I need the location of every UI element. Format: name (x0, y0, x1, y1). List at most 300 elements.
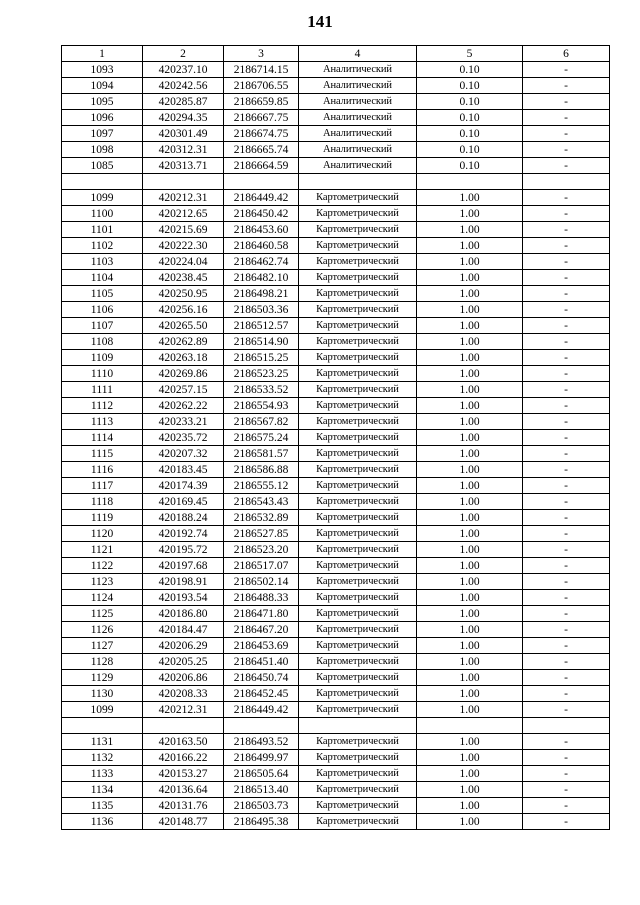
x-coordinate-cell: 420212.31 (143, 190, 224, 206)
y-coordinate-cell: 2186515.25 (224, 350, 299, 366)
x-coordinate-cell: 420212.31 (143, 702, 224, 718)
method-cell: Картометрический (299, 398, 417, 414)
y-coordinate-cell: 2186498.21 (224, 286, 299, 302)
note-cell: - (523, 318, 610, 334)
method-cell: Картометрический (299, 270, 417, 286)
point-number-cell: 1103 (62, 254, 143, 270)
x-coordinate-cell: 420257.15 (143, 382, 224, 398)
table-row (62, 366, 610, 382)
table-row (62, 462, 610, 478)
method-cell: Картометрический (299, 302, 417, 318)
method-cell: Картометрический (299, 750, 417, 766)
method-cell: Картометрический (299, 382, 417, 398)
x-coordinate-cell: 420174.39 (143, 478, 224, 494)
x-coordinate-cell: 420186.80 (143, 606, 224, 622)
method-cell: Картометрический (299, 798, 417, 814)
point-number-cell: 1104 (62, 270, 143, 286)
x-coordinate-cell: 420136.64 (143, 782, 224, 798)
method-cell: Аналитический (299, 158, 417, 174)
table-row (62, 590, 610, 606)
accuracy-cell: 0.10 (417, 78, 523, 94)
y-coordinate-cell: 2186514.90 (224, 334, 299, 350)
accuracy-cell: 1.00 (417, 638, 523, 654)
note-cell: - (523, 78, 610, 94)
method-cell: Картометрический (299, 254, 417, 270)
x-coordinate-cell: 420285.87 (143, 94, 224, 110)
y-coordinate-cell: 2186567.82 (224, 414, 299, 430)
accuracy-cell: 1.00 (417, 622, 523, 638)
point-number-cell: 1100 (62, 206, 143, 222)
accuracy-cell: 0.10 (417, 126, 523, 142)
table-row (62, 126, 610, 142)
table-row (62, 814, 610, 830)
accuracy-cell: 1.00 (417, 734, 523, 750)
table-row (62, 734, 610, 750)
table-row (62, 558, 610, 574)
x-coordinate-cell: 420188.24 (143, 510, 224, 526)
method-cell: Аналитический (299, 126, 417, 142)
point-number-cell: 1101 (62, 222, 143, 238)
note-cell: - (523, 606, 610, 622)
accuracy-cell: 1.00 (417, 750, 523, 766)
accuracy-cell: 1.00 (417, 286, 523, 302)
note-cell: - (523, 686, 610, 702)
y-coordinate-cell: 2186706.55 (224, 78, 299, 94)
method-cell: Картометрический (299, 814, 417, 830)
y-coordinate-cell: 2186505.64 (224, 766, 299, 782)
method-cell: Картометрический (299, 574, 417, 590)
note-cell: - (523, 734, 610, 750)
y-coordinate-cell: 2186495.38 (224, 814, 299, 830)
point-number-cell: 1096 (62, 110, 143, 126)
method-cell: Картометрический (299, 238, 417, 254)
note-cell: - (523, 398, 610, 414)
point-number-cell: 1131 (62, 734, 143, 750)
point-number-cell: 1115 (62, 446, 143, 462)
accuracy-cell: 1.00 (417, 494, 523, 510)
point-number-cell: 1109 (62, 350, 143, 366)
note-cell: - (523, 766, 610, 782)
method-cell: Картометрический (299, 222, 417, 238)
note-cell: - (523, 558, 610, 574)
table-row (62, 766, 610, 782)
header-row (62, 46, 610, 62)
point-number-cell: 1127 (62, 638, 143, 654)
y-coordinate-cell: 2186453.60 (224, 222, 299, 238)
y-coordinate-cell: 2186449.42 (224, 702, 299, 718)
table-header (62, 46, 610, 62)
point-number-cell: 1097 (62, 126, 143, 142)
method-cell: Картометрический (299, 686, 417, 702)
method-cell: Картометрический (299, 558, 417, 574)
x-coordinate-cell: 420207.32 (143, 446, 224, 462)
table-row (62, 494, 610, 510)
point-number-cell: 1124 (62, 590, 143, 606)
x-coordinate-cell: 420183.45 (143, 462, 224, 478)
accuracy-cell: 1.00 (417, 558, 523, 574)
accuracy-cell: 1.00 (417, 462, 523, 478)
point-number-cell: 1130 (62, 686, 143, 702)
table-row (62, 286, 610, 302)
table-row (62, 206, 610, 222)
table-row (62, 670, 610, 686)
x-coordinate-cell: 420250.95 (143, 286, 224, 302)
coordinates-table (61, 45, 610, 830)
x-coordinate-cell: 420206.86 (143, 670, 224, 686)
y-coordinate-cell: 2186451.40 (224, 654, 299, 670)
y-coordinate-cell: 2186674.75 (224, 126, 299, 142)
method-cell: Картометрический (299, 606, 417, 622)
accuracy-cell: 1.00 (417, 238, 523, 254)
point-number-cell: 1135 (62, 798, 143, 814)
table-row (62, 78, 610, 94)
note-cell: - (523, 286, 610, 302)
note-cell: - (523, 334, 610, 350)
x-coordinate-cell: 420313.71 (143, 158, 224, 174)
accuracy-cell: 1.00 (417, 334, 523, 350)
x-coordinate-cell: 420312.31 (143, 142, 224, 158)
column-header: 5 (417, 46, 523, 62)
y-coordinate-cell: 2186449.42 (224, 190, 299, 206)
table-row (62, 302, 610, 318)
accuracy-cell: 1.00 (417, 190, 523, 206)
x-coordinate-cell: 420233.21 (143, 414, 224, 430)
accuracy-cell: 1.00 (417, 798, 523, 814)
x-coordinate-cell: 420262.22 (143, 398, 224, 414)
note-cell: - (523, 366, 610, 382)
method-cell: Картометрический (299, 206, 417, 222)
x-coordinate-cell: 420269.86 (143, 366, 224, 382)
point-number-cell: 1118 (62, 494, 143, 510)
note-cell: - (523, 462, 610, 478)
y-coordinate-cell: 2186581.57 (224, 446, 299, 462)
accuracy-cell: 1.00 (417, 574, 523, 590)
table-row (62, 222, 610, 238)
method-cell: Аналитический (299, 142, 417, 158)
method-cell: Картометрический (299, 462, 417, 478)
accuracy-cell: 1.00 (417, 446, 523, 462)
x-coordinate-cell: 420301.49 (143, 126, 224, 142)
point-number-cell: 1105 (62, 286, 143, 302)
table-row (62, 798, 610, 814)
y-coordinate-cell: 2186499.97 (224, 750, 299, 766)
method-cell: Картометрический (299, 190, 417, 206)
point-number-cell: 1132 (62, 750, 143, 766)
point-number-cell: 1126 (62, 622, 143, 638)
note-cell: - (523, 414, 610, 430)
column-header: 4 (299, 46, 417, 62)
point-number-cell: 1098 (62, 142, 143, 158)
note-cell: - (523, 190, 610, 206)
method-cell: Картометрический (299, 478, 417, 494)
y-coordinate-cell: 2186512.57 (224, 318, 299, 334)
accuracy-cell: 1.00 (417, 686, 523, 702)
method-cell: Картометрический (299, 318, 417, 334)
method-cell: Картометрический (299, 766, 417, 782)
table-row (62, 398, 610, 414)
note-cell: - (523, 110, 610, 126)
point-number-cell (62, 718, 143, 734)
accuracy-cell: 1.00 (417, 350, 523, 366)
note-cell (523, 174, 610, 190)
note-cell: - (523, 206, 610, 222)
y-coordinate-cell: 2186462.74 (224, 254, 299, 270)
table-row (62, 478, 610, 494)
y-coordinate-cell: 2186714.15 (224, 62, 299, 78)
x-coordinate-cell: 420131.76 (143, 798, 224, 814)
point-number-cell: 1122 (62, 558, 143, 574)
y-coordinate-cell: 2186482.10 (224, 270, 299, 286)
accuracy-cell (417, 718, 523, 734)
note-cell: - (523, 798, 610, 814)
y-coordinate-cell: 2186533.52 (224, 382, 299, 398)
y-coordinate-cell: 2186659.85 (224, 94, 299, 110)
page-number: 141 (307, 12, 333, 31)
note-cell: - (523, 526, 610, 542)
accuracy-cell: 1.00 (417, 382, 523, 398)
method-cell: Картометрический (299, 366, 417, 382)
y-coordinate-cell: 2186452.45 (224, 686, 299, 702)
point-number-cell: 1128 (62, 654, 143, 670)
table-row (62, 718, 610, 734)
y-coordinate-cell: 2186523.25 (224, 366, 299, 382)
accuracy-cell: 1.00 (417, 254, 523, 270)
table-row (62, 62, 610, 78)
accuracy-cell: 1.00 (417, 302, 523, 318)
accuracy-cell: 0.10 (417, 142, 523, 158)
table-row (62, 110, 610, 126)
y-coordinate-cell: 2186667.75 (224, 110, 299, 126)
y-coordinate-cell (224, 174, 299, 190)
note-cell: - (523, 654, 610, 670)
table-row (62, 334, 610, 350)
y-coordinate-cell: 2186488.33 (224, 590, 299, 606)
note-cell: - (523, 126, 610, 142)
table-row (62, 654, 610, 670)
x-coordinate-cell: 420198.91 (143, 574, 224, 590)
y-coordinate-cell: 2186503.36 (224, 302, 299, 318)
point-number-cell: 1114 (62, 430, 143, 446)
method-cell: Аналитический (299, 62, 417, 78)
accuracy-cell: 0.10 (417, 158, 523, 174)
method-cell: Картометрический (299, 638, 417, 654)
y-coordinate-cell: 2186450.74 (224, 670, 299, 686)
table-row (62, 526, 610, 542)
note-cell: - (523, 238, 610, 254)
accuracy-cell: 1.00 (417, 606, 523, 622)
note-cell: - (523, 622, 610, 638)
note-cell: - (523, 350, 610, 366)
x-coordinate-cell: 420262.89 (143, 334, 224, 350)
accuracy-cell: 0.10 (417, 94, 523, 110)
x-coordinate-cell: 420256.16 (143, 302, 224, 318)
y-coordinate-cell: 2186527.85 (224, 526, 299, 542)
point-number-cell: 1110 (62, 366, 143, 382)
note-cell: - (523, 478, 610, 494)
accuracy-cell: 1.00 (417, 222, 523, 238)
table-row (62, 638, 610, 654)
method-cell: Картометрический (299, 542, 417, 558)
note-cell: - (523, 510, 610, 526)
y-coordinate-cell: 2186503.73 (224, 798, 299, 814)
accuracy-cell (417, 174, 523, 190)
note-cell: - (523, 62, 610, 78)
x-coordinate-cell: 420166.22 (143, 750, 224, 766)
method-cell: Картометрический (299, 702, 417, 718)
point-number-cell: 1121 (62, 542, 143, 558)
x-coordinate-cell: 420148.77 (143, 814, 224, 830)
method-cell: Картометрический (299, 510, 417, 526)
note-cell: - (523, 222, 610, 238)
method-cell: Картометрический (299, 622, 417, 638)
point-number-cell: 1111 (62, 382, 143, 398)
method-cell: Картометрический (299, 670, 417, 686)
y-coordinate-cell: 2186586.88 (224, 462, 299, 478)
table-row (62, 430, 610, 446)
method-cell: Картометрический (299, 526, 417, 542)
table-row (62, 238, 610, 254)
table-row (62, 782, 610, 798)
x-coordinate-cell: 420163.50 (143, 734, 224, 750)
method-cell: Картометрический (299, 782, 417, 798)
y-coordinate-cell: 2186493.52 (224, 734, 299, 750)
table-row (62, 510, 610, 526)
point-number-cell: 1119 (62, 510, 143, 526)
note-cell: - (523, 254, 610, 270)
accuracy-cell: 0.10 (417, 110, 523, 126)
note-cell: - (523, 542, 610, 558)
method-cell (299, 174, 417, 190)
method-cell: Картометрический (299, 430, 417, 446)
note-cell: - (523, 638, 610, 654)
table-row (62, 318, 610, 334)
accuracy-cell: 0.10 (417, 62, 523, 78)
method-cell: Аналитический (299, 110, 417, 126)
point-number-cell: 1106 (62, 302, 143, 318)
x-coordinate-cell: 420242.56 (143, 78, 224, 94)
note-cell: - (523, 782, 610, 798)
table-row (62, 686, 610, 702)
accuracy-cell: 1.00 (417, 590, 523, 606)
table-row (62, 190, 610, 206)
point-number-cell (62, 174, 143, 190)
y-coordinate-cell: 2186513.40 (224, 782, 299, 798)
x-coordinate-cell: 420195.72 (143, 542, 224, 558)
x-coordinate-cell: 420153.27 (143, 766, 224, 782)
note-cell: - (523, 702, 610, 718)
note-cell: - (523, 158, 610, 174)
x-coordinate-cell: 420263.18 (143, 350, 224, 366)
x-coordinate-cell: 420212.65 (143, 206, 224, 222)
accuracy-cell: 1.00 (417, 430, 523, 446)
point-number-cell: 1085 (62, 158, 143, 174)
method-cell: Картометрический (299, 334, 417, 350)
y-coordinate-cell: 2186532.89 (224, 510, 299, 526)
accuracy-cell: 1.00 (417, 414, 523, 430)
x-coordinate-cell: 420184.47 (143, 622, 224, 638)
point-number-cell: 1099 (62, 702, 143, 718)
x-coordinate-cell: 420222.30 (143, 238, 224, 254)
method-cell: Картометрический (299, 590, 417, 606)
point-number-cell: 1093 (62, 62, 143, 78)
note-cell: - (523, 670, 610, 686)
accuracy-cell: 1.00 (417, 206, 523, 222)
table-row (62, 542, 610, 558)
accuracy-cell: 1.00 (417, 398, 523, 414)
table-row (62, 414, 610, 430)
x-coordinate-cell: 420208.33 (143, 686, 224, 702)
y-coordinate-cell: 2186575.24 (224, 430, 299, 446)
y-coordinate-cell: 2186450.42 (224, 206, 299, 222)
note-cell: - (523, 142, 610, 158)
table-row (62, 270, 610, 286)
y-coordinate-cell: 2186502.14 (224, 574, 299, 590)
point-number-cell: 1117 (62, 478, 143, 494)
method-cell: Картометрический (299, 350, 417, 366)
method-cell: Картометрический (299, 734, 417, 750)
point-number-cell: 1112 (62, 398, 143, 414)
accuracy-cell: 1.00 (417, 318, 523, 334)
accuracy-cell: 1.00 (417, 270, 523, 286)
accuracy-cell: 1.00 (417, 526, 523, 542)
note-cell: - (523, 270, 610, 286)
column-header: 3 (224, 46, 299, 62)
accuracy-cell: 1.00 (417, 510, 523, 526)
note-cell: - (523, 94, 610, 110)
accuracy-cell: 1.00 (417, 766, 523, 782)
table-row (62, 142, 610, 158)
x-coordinate-cell: 420205.25 (143, 654, 224, 670)
y-coordinate-cell: 2186471.80 (224, 606, 299, 622)
y-coordinate-cell: 2186460.58 (224, 238, 299, 254)
point-number-cell: 1102 (62, 238, 143, 254)
x-coordinate-cell: 420237.10 (143, 62, 224, 78)
table-row (62, 622, 610, 638)
method-cell (299, 718, 417, 734)
x-coordinate-cell: 420235.72 (143, 430, 224, 446)
table-body (62, 62, 610, 830)
column-header: 2 (143, 46, 224, 62)
method-cell: Картометрический (299, 414, 417, 430)
table-row (62, 174, 610, 190)
method-cell: Аналитический (299, 78, 417, 94)
accuracy-cell: 1.00 (417, 542, 523, 558)
note-cell: - (523, 814, 610, 830)
y-coordinate-cell: 2186543.43 (224, 494, 299, 510)
note-cell (523, 718, 610, 734)
accuracy-cell: 1.00 (417, 654, 523, 670)
y-coordinate-cell: 2186554.93 (224, 398, 299, 414)
note-cell: - (523, 302, 610, 318)
point-number-cell: 1094 (62, 78, 143, 94)
table-row (62, 254, 610, 270)
x-coordinate-cell: 420197.68 (143, 558, 224, 574)
note-cell: - (523, 590, 610, 606)
y-coordinate-cell: 2186523.20 (224, 542, 299, 558)
point-number-cell: 1107 (62, 318, 143, 334)
column-header: 6 (523, 46, 610, 62)
y-coordinate-cell: 2186453.69 (224, 638, 299, 654)
point-number-cell: 1133 (62, 766, 143, 782)
accuracy-cell: 1.00 (417, 478, 523, 494)
x-coordinate-cell: 420169.45 (143, 494, 224, 510)
table-row (62, 158, 610, 174)
x-coordinate-cell (143, 174, 224, 190)
table-row (62, 446, 610, 462)
table-row (62, 750, 610, 766)
method-cell: Аналитический (299, 94, 417, 110)
note-cell: - (523, 446, 610, 462)
